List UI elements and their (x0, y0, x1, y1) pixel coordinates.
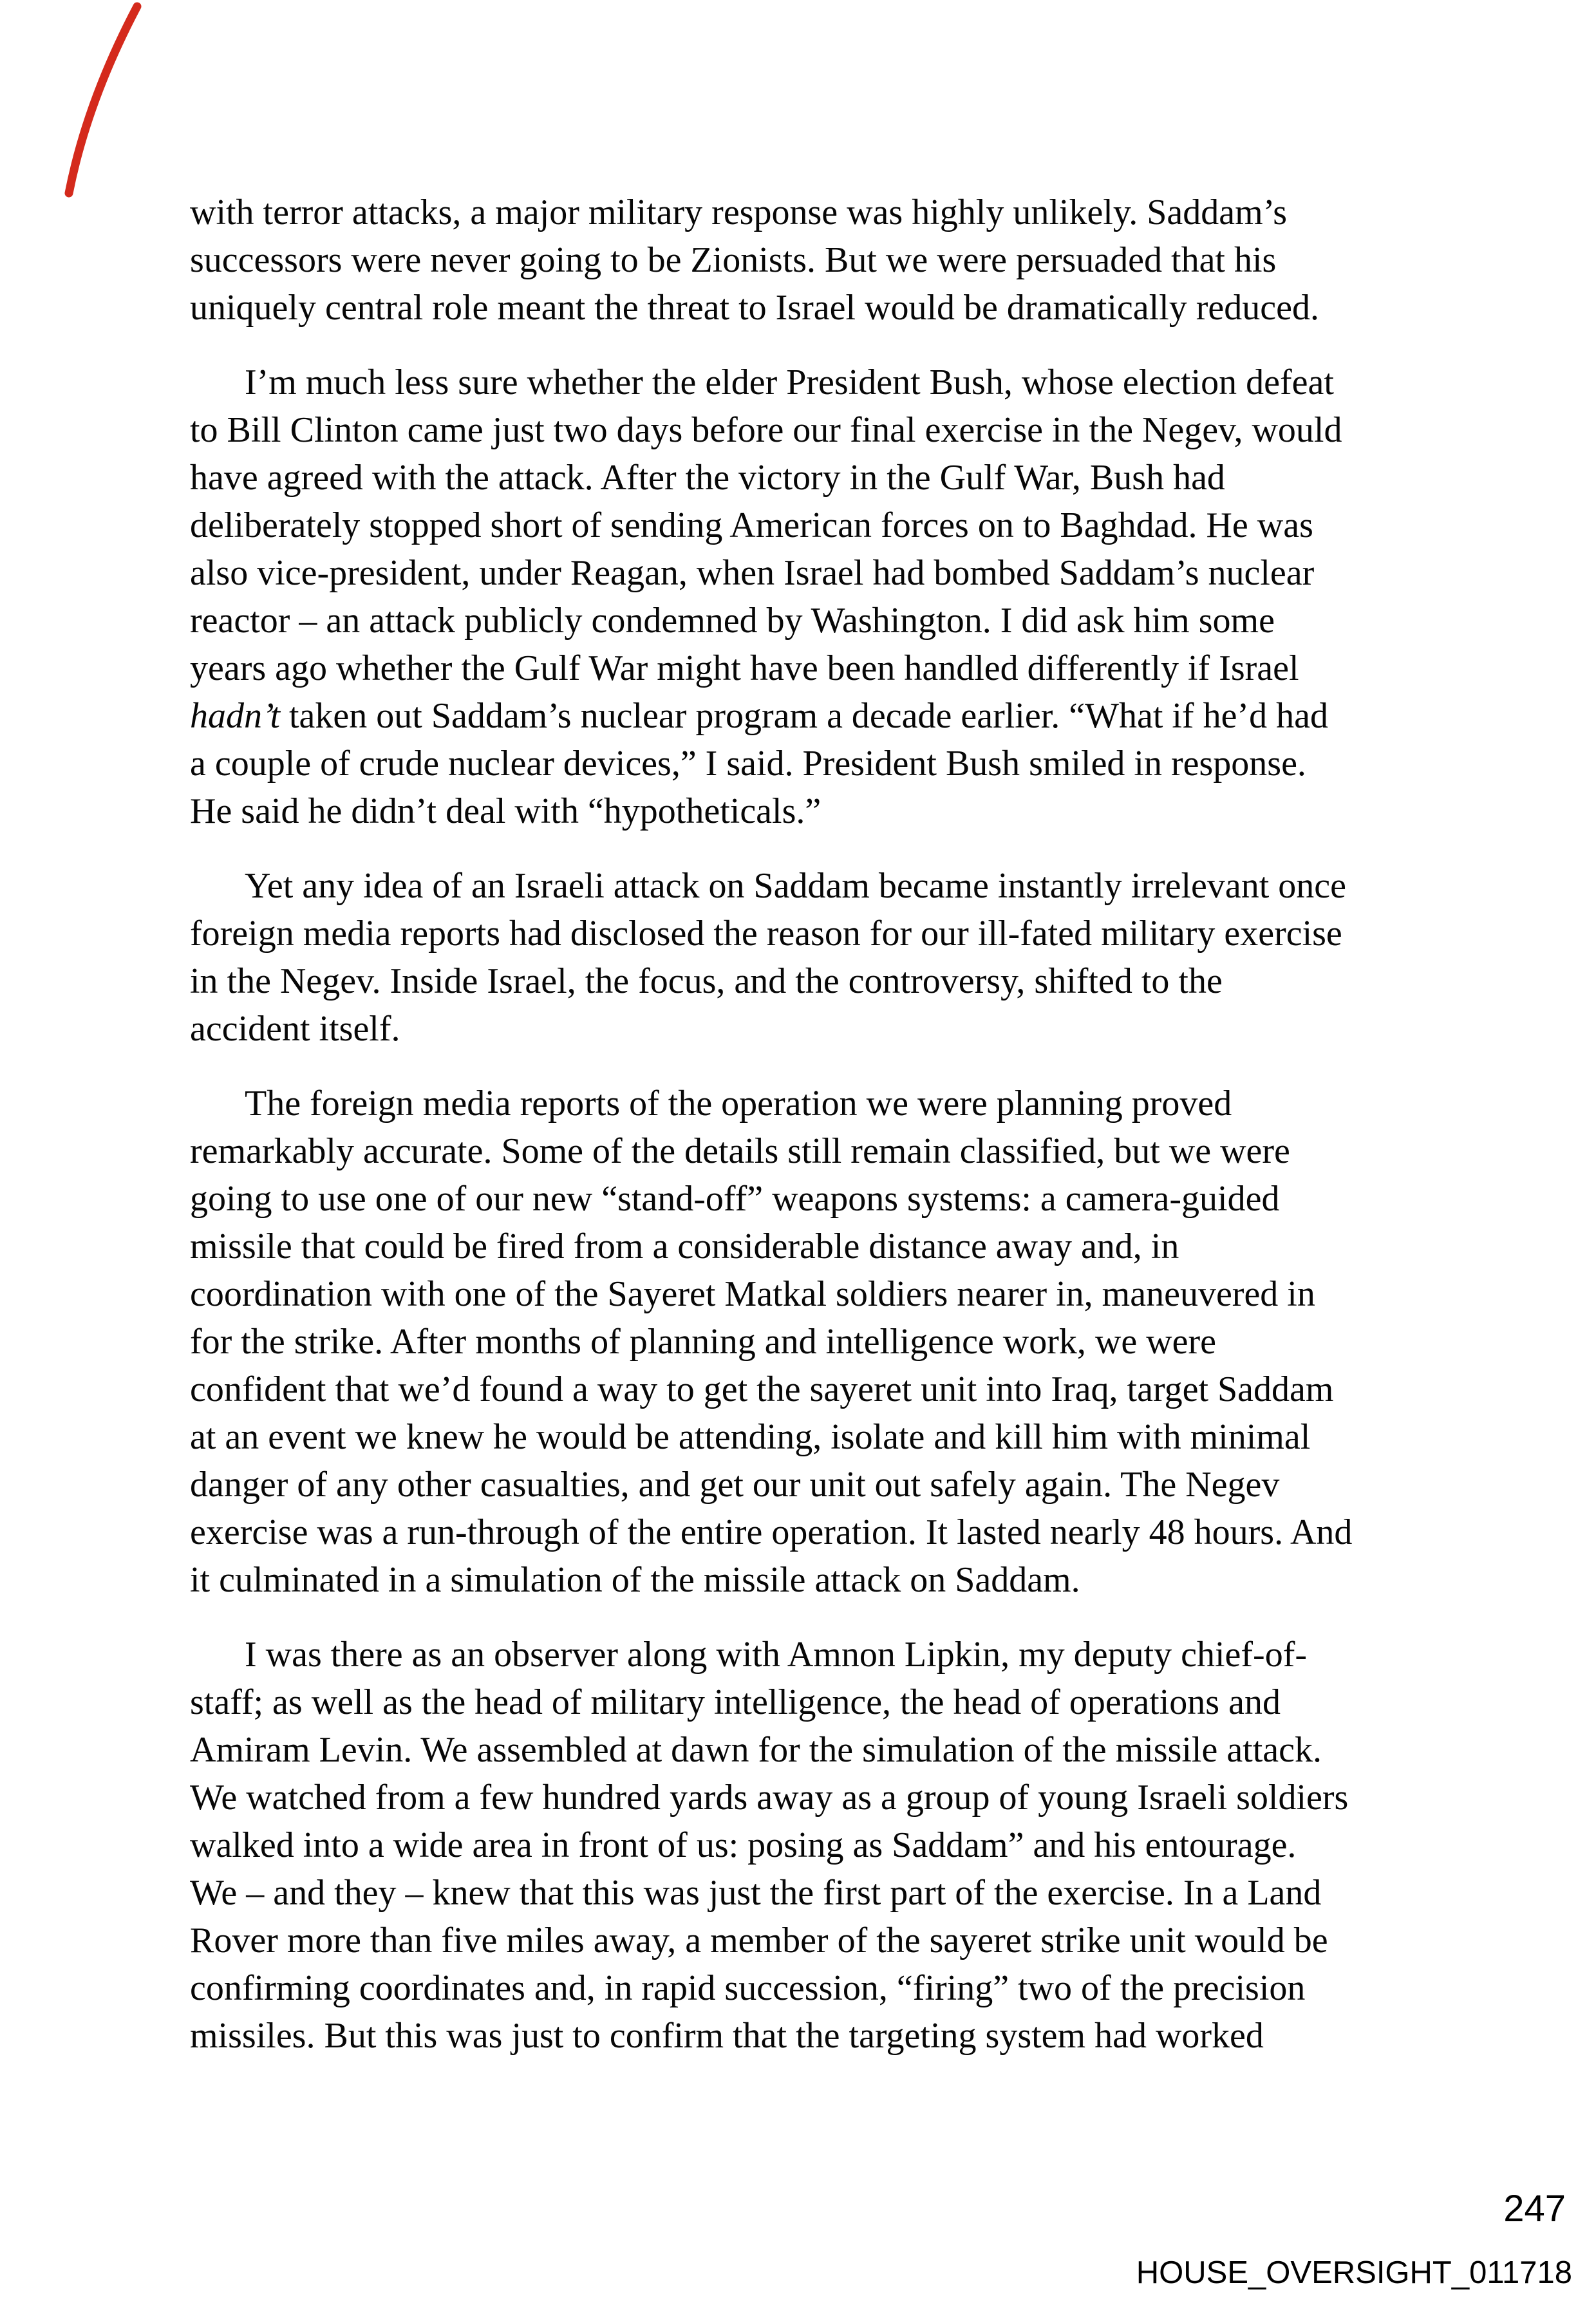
text-line: for the strike. After months of planning and intelligence work, we were (190, 1322, 1216, 1362)
text-line: successors were never going to be Zionists. But we were persuaded that his (190, 240, 1277, 280)
text-line: We watched from a few hundred yards away as a group of young Israeli soldiers (190, 1778, 1349, 1818)
text-line: coordination with one of the Sayeret Matkal soldiers nearer in, maneuvered in (190, 1274, 1315, 1314)
italic-text: hadn’t (190, 696, 280, 736)
text-line: foreign media reports had disclosed the reason for our ill-fated military exercise (190, 914, 1342, 954)
text-line: confident that we’d found a way to get the sayeret unit into Iraq, target Saddam (190, 1369, 1334, 1409)
text-line: to Bill Clinton came just two days before our final exercise in the Negev, would (190, 410, 1342, 450)
text-line: Rover more than five miles away, a member of the sayeret strike unit would be (190, 1921, 1328, 1960)
text-line: going to use one of our new “stand-off” weapons systems: a camera-guided (190, 1179, 1280, 1219)
text-line: danger of any other casualties, and get our unit out safely again. The Negev (190, 1465, 1280, 1505)
text-line: Yet any idea of an Israeli attack on Saddam became instantly irrelevant once (245, 866, 1347, 906)
text-line: years ago whether the Gulf War might have been handled differently if Israel (190, 648, 1299, 688)
text-line: I was there as an observer along with Amnon Lipkin, my deputy chief-of- (245, 1635, 1308, 1675)
text-line: have agreed with the attack. After the victory in the Gulf War, Bush had (190, 458, 1225, 498)
red-pen-stroke (69, 6, 137, 193)
text-segment: taken out Saddam’s nuclear program a decade earlier. “What if he’d had (280, 696, 1328, 736)
paragraph (190, 1080, 1432, 1604)
text-line: missile that could be fired from a considerable distance away and, in (190, 1227, 1179, 1266)
text-line: reactor – an attack publicly condemned by Washington. I did ask him some (190, 601, 1275, 641)
text-line: walked into a wide area in front of us: posing as Saddam” and his entourage. (190, 1825, 1297, 1865)
text-line: The foreign media reports of the operation we were planning proved (245, 1084, 1232, 1123)
text-line: in the Negev. Inside Israel, the focus, and the controversy, shifted to the (190, 961, 1223, 1001)
text-line: deliberately stopped short of sending American forces on to Baghdad. He was (190, 505, 1313, 545)
page-number: 247 (1503, 2188, 1566, 2230)
text-line: at an event we knew he would be attending, isolate and kill him with minimal (190, 1417, 1311, 1457)
text-line: confirming coordinates and, in rapid succession, “firing” two of the precision (190, 1968, 1306, 2008)
text-line: remarkably accurate. Some of the details still remain classified, but we were (190, 1131, 1290, 1171)
text-line: with terror attacks, a major military response was highly unlikely. Saddam’s (190, 193, 1287, 232)
text-line: I’m much less sure whether the elder President Bush, whose election defeat (245, 362, 1334, 402)
text-line: a couple of crude nuclear devices,” I said. President Bush smiled in response. (190, 744, 1306, 784)
text-line: exercise was a run-through of the entire operation. It lasted nearly 48 hours. And (190, 1512, 1353, 1552)
paragraph (190, 359, 1432, 835)
paragraph (190, 862, 1432, 1053)
text-line: He said he didn’t deal with “hypotheticals.” (190, 791, 821, 831)
body-text (190, 189, 1432, 2060)
text-line: Amiram Levin. We assembled at dawn for the simulation of the missile attack. (190, 1730, 1322, 1770)
text-line: accident itself. (190, 1009, 400, 1049)
text-line: it culminated in a simulation of the missile attack on Saddam. (190, 1560, 1080, 1600)
text-line: missiles. But this was just to confirm that the targeting system had worked (190, 2016, 1264, 2056)
text-line: We – and they – knew that this was just the first part of the exercise. In a Land (190, 1873, 1322, 1913)
text-line (190, 692, 1432, 740)
text-line: also vice-president, under Reagan, when Israel had bombed Saddam’s nuclear (190, 553, 1315, 593)
paragraph (190, 1631, 1432, 2060)
red-pen-mark (55, 0, 151, 201)
text-line: uniquely central role meant the threat to Israel would be dramatically reduced. (190, 288, 1319, 328)
paragraph (190, 189, 1432, 332)
bates-stamp: HOUSE_OVERSIGHT_011718 (1136, 2255, 1572, 2290)
text-line: staff; as well as the head of military intelligence, the head of operations and (190, 1682, 1281, 1722)
